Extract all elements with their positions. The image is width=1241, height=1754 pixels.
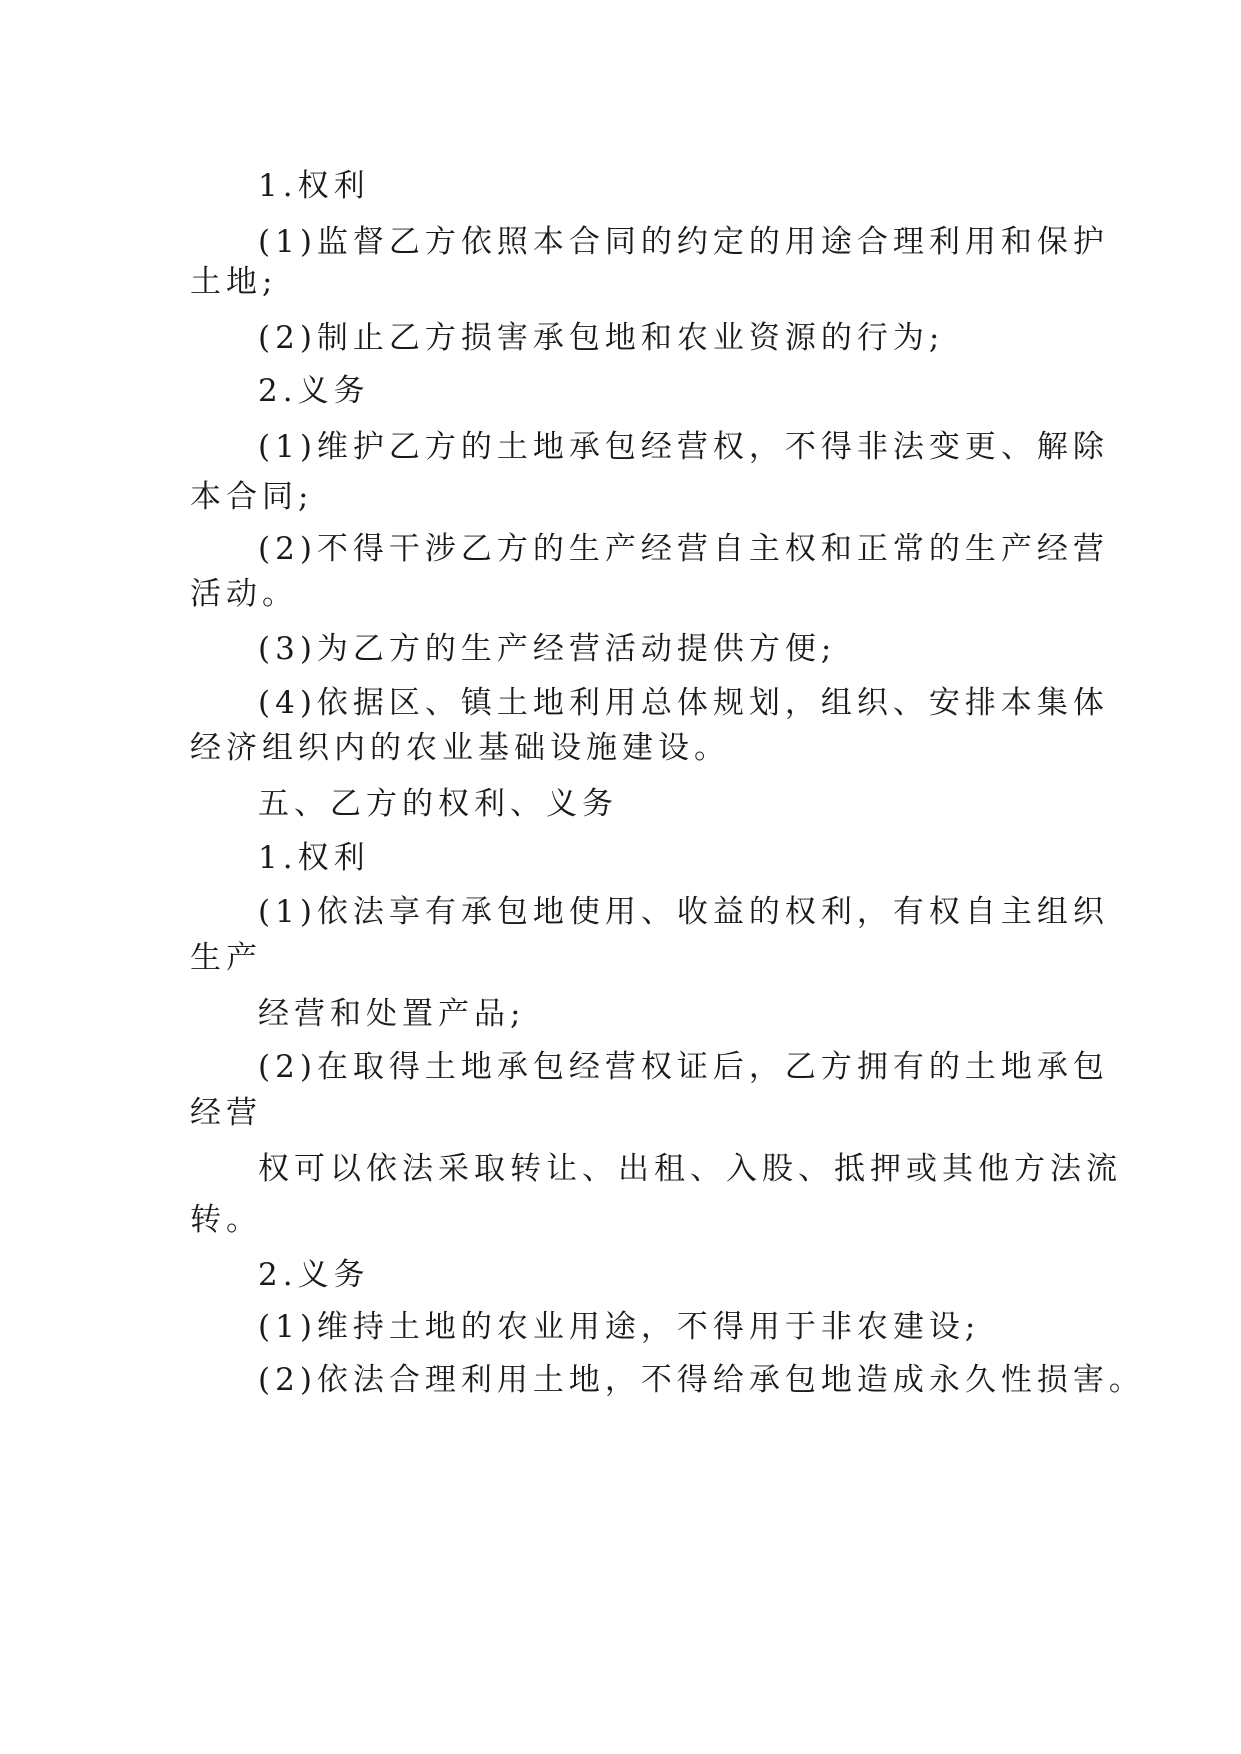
- heading-duties-2: 2.义务: [258, 1257, 370, 1293]
- paragraph-line: (4)依据区、镇土地利用总体规划，组织、安排本集体: [258, 685, 1109, 721]
- paragraph-line: (2)不得干涉乙方的生产经营自主权和正常的生产经营: [258, 531, 1109, 567]
- section-heading-5: 五、乙方的权利、义务: [258, 786, 618, 822]
- paragraph-line: 土地;: [190, 264, 278, 300]
- paragraph-line: 权可以依法采取转让、出租、入股、抵押或其他方法流: [258, 1151, 1122, 1187]
- paragraph-line: (1)维持土地的农业用途，不得用于非农建设;: [258, 1309, 981, 1345]
- paragraph-line: 转。: [190, 1202, 262, 1238]
- paragraph-line: 活动。: [190, 576, 298, 612]
- paragraph-line: (2)依法合理利用土地，不得给承包地造成永久性损害。: [258, 1362, 1145, 1398]
- heading-rights-1: 1.权利: [258, 168, 370, 204]
- paragraph-line: (1)依法享有承包地使用、收益的权利，有权自主组织: [258, 894, 1109, 930]
- paragraph-line: (2)在取得土地承包经营权证后，乙方拥有的土地承包: [258, 1049, 1109, 1085]
- paragraph-line: 经营: [190, 1095, 262, 1131]
- paragraph-line: 生产: [190, 940, 262, 976]
- paragraph-line: (1)维护乙方的土地承包经营权，不得非法变更、解除: [258, 429, 1109, 465]
- paragraph-line: 经济组织内的农业基础设施建设。: [190, 730, 730, 766]
- paragraph-line: 本合同;: [190, 479, 314, 515]
- heading-duties-1: 2.义务: [258, 373, 370, 409]
- heading-rights-2: 1.权利: [258, 840, 370, 876]
- paragraph-line: (2)制止乙方损害承包地和农业资源的行为;: [258, 320, 945, 356]
- paragraph-line: (3)为乙方的生产经营活动提供方便;: [258, 631, 837, 667]
- paragraph-line: 经营和处置产品;: [258, 996, 526, 1032]
- paragraph-line: (1)监督乙方依照本合同的约定的用途合理利用和保护: [258, 224, 1109, 260]
